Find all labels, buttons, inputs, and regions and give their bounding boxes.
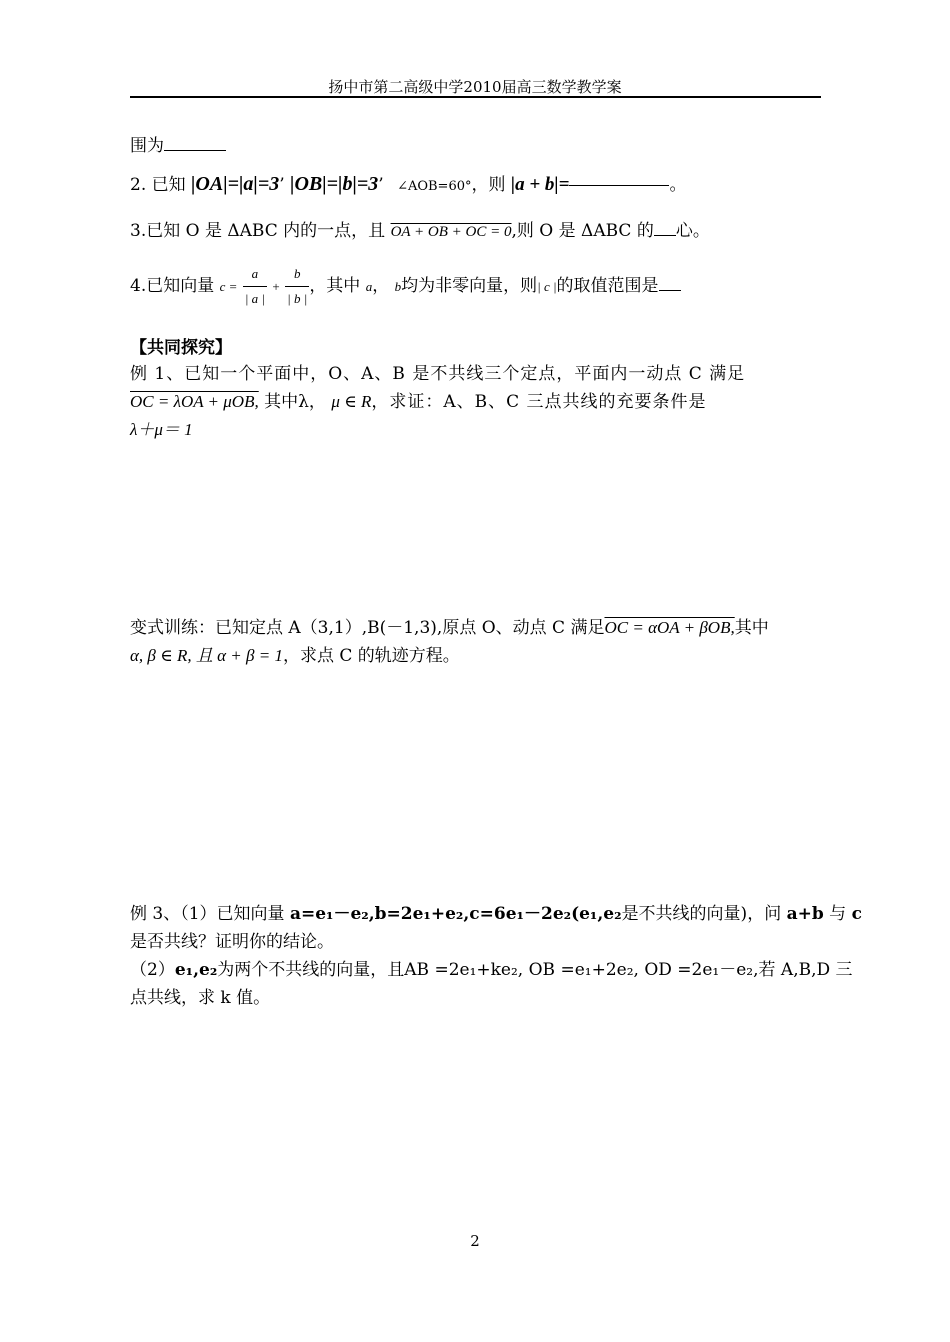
ex3-basis: e₁,e₂ [174,960,218,980]
header-rule [130,96,821,98]
question-4: 4.已知向量 c = $\frac{a}{| a |}$ + $\frac{b}{| b |}$ ，其中 a， b均为非零向量，则| c |的取值范围是 [130,262,681,318]
answer-blank [659,276,681,291]
q2-part1: |OA|=|a|=3 [191,173,280,195]
q3-text-b: ,则 O 是 ΔABC 的 [511,221,654,241]
q2-expr: |a + b|= [510,174,570,195]
vector-a: a [365,279,373,294]
vector-b: b [394,279,402,294]
ex1-domain: μ ∈ R [331,392,372,411]
abs-c: | c | [537,279,557,294]
answer-blank [654,221,676,236]
example-1-line-2 [130,390,707,414]
q4-text-c: ， [372,276,390,296]
q3-text-c: 心。 [675,221,710,241]
variant-text-c: 其中 [734,618,769,638]
ex1-equation: OC = λOA + μOB, [130,392,259,411]
q2-angle: ∠AOB=60° [397,179,472,194]
ex3-c: c [851,904,862,924]
example-1-line-1: 例 1、已知一个平面中，O、A、B 是不共线三个定点，平面内一动点 C 满足 [130,364,746,384]
variant-text-b: ，求点 C 的轨迹方程。 [282,646,460,666]
q4-text-a: 4.已知向量 [130,276,215,296]
range-prefix: 围为 [130,136,164,156]
example-3-line-4: 点共线，求 k 值。 [130,988,271,1008]
ex3-text-3c: 为两个不共线的向量，且 [217,960,405,980]
answer-blank [569,185,669,186]
q3-equation: OA + OB + OC = 0 [390,224,512,240]
ex3-part2-label: （2） [130,960,175,980]
ex3-vectors: a=e₁－e₂,b=2e₁+e₂,c=6e₁－2e₂(e₁,e₂ [289,904,622,924]
ex3-text-c: 是不共线的向量)，问 [621,904,787,924]
question-3 [130,219,710,244]
example-3-line-1 [130,902,862,926]
section-title: 【共同探究】 [130,338,232,358]
variant-text-a: 变式训练：已知定点 A（3,1）,B(－1,3),原点 O、动点 C 满足 [130,618,605,638]
answer-blank [164,136,226,151]
vector-c: c = [219,279,238,294]
page-header: 扬中市第二高级中学2010届高三数学教学案 [328,78,622,96]
ex3-vectors-2: AB =2e₁+ke₂, OB =e₁+2e₂, OD =2e₁－e₂, [404,960,759,980]
q2-then: ，则 [471,175,506,195]
question-2: 2. 已知 |OA|=|a|=3’ |OB|=|b|=3’ ∠AOB=60°，则 |a + b|= 。 [130,173,687,195]
ex1-text-b: 其中λ， [264,392,326,412]
example-3-line-2: 是否共线？证明你的结论。 [130,932,334,952]
fraction-a: $\frac{a}{| a |}$ [243,262,267,311]
q4-text-d: 均为非零向量，则 [401,276,538,296]
fraction-b: $\frac{b}{| b |}$ [285,262,309,311]
q3-text-a: 3.已知 O 是 ΔABC 内的一点，且 [130,221,386,241]
variant-line-1 [130,616,769,640]
ex3-text-e: 与 [823,904,852,924]
example-1-line-3: λ＋μ＝ 1 [130,420,193,439]
variant-equation: OC = αOA + βOB, [604,618,735,637]
q2-end: 。 [669,175,687,195]
q2-label: 2. 已知 [130,175,186,195]
example-3-line-3 [130,958,853,982]
ex3-text-3e: 若 A,B,D 三 [758,960,853,980]
ex3-text-a: 例 3、（1）已知向量 [130,904,290,924]
range-line [130,134,226,158]
page-number: 2 [470,1232,480,1250]
q2-part2: |OB|=|b|=3 [290,173,379,195]
q4-text-b: ，其中 [309,276,361,296]
variant-condition: α, β ∈ R, 且 α + β = 1 [130,646,283,665]
variant-line-2 [130,644,460,668]
ex3-sum: a+b [786,904,824,924]
q4-text-e: 的取值范围是 [556,276,659,296]
ex1-text-d: ，求证：A、B、C 三点共线的充要条件是 [371,392,707,412]
